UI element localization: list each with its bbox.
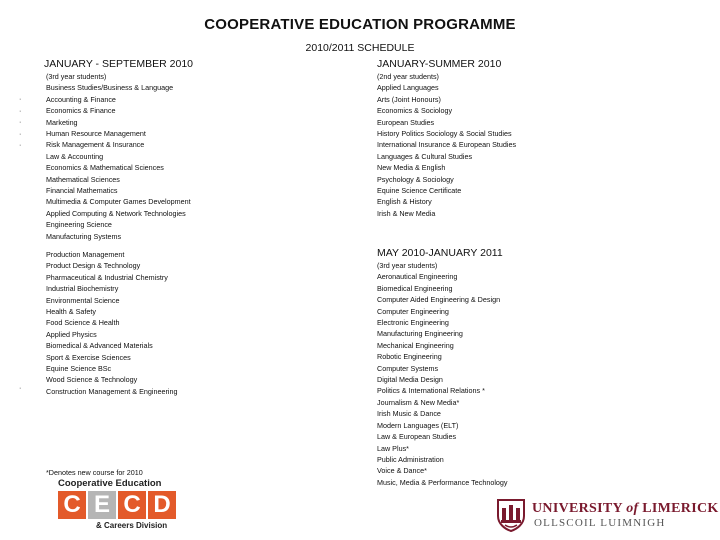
course-item: Mechanical Engineering [377, 340, 454, 350]
course-item: Marketing [46, 117, 78, 127]
course-item: Manufacturing Systems [46, 231, 122, 241]
course-item: European Studies [377, 117, 435, 127]
course-item: Languages & Cultural Studies [377, 151, 473, 161]
course-item: Applied Computing & Network Technologies [46, 208, 186, 218]
university-name-part: LIMERICK [638, 501, 719, 516]
course-item: Biomedical & Advanced Materials [46, 341, 153, 351]
course-item: Equine Science BSc [46, 364, 112, 374]
cecd-logo-top-text: Cooperative Education [58, 478, 162, 489]
course-item: Health & Safety [46, 307, 96, 317]
cecd-logo-bottom-text: & Careers Division [96, 521, 168, 530]
course-item: Computer Aided Engineering & Design [377, 295, 501, 305]
crest-icon [496, 498, 526, 532]
course-item: Electronic Engineering [377, 318, 449, 328]
right-course-list-2 [377, 260, 508, 488]
course-item: Politics & International Relations * [377, 386, 485, 396]
course-item: Law Plus* [377, 443, 409, 453]
bullet-marker: · [19, 108, 22, 115]
cecd-letters [58, 491, 178, 519]
course-item: Applied Languages [377, 83, 439, 93]
footnote: *Denotes new course for 2010 [46, 468, 143, 477]
course-item: Equine Science Certificate [377, 186, 462, 196]
course-item: International Insurance & European Studies [377, 140, 517, 150]
cecd-logo [52, 478, 182, 533]
course-item: Economics & Sociology [377, 106, 453, 116]
course-item: Applied Physics [46, 329, 97, 339]
course-item: Economics & Finance [46, 106, 116, 116]
course-item: Voice & Dance* [377, 466, 427, 476]
course-item: Multimedia & Computer Games Development [46, 197, 191, 207]
course-item: Irish Music & Dance [377, 409, 441, 419]
course-item: Food Science & Health [46, 318, 120, 328]
cecd-letter: C [58, 491, 86, 519]
left-course-list-a [46, 71, 191, 242]
course-item: Financial Mathematics [46, 186, 118, 196]
left-course-list-b [46, 249, 177, 397]
course-item: Public Administration [377, 454, 444, 464]
right-heading-2: MAY 2010-JANUARY 2011 [377, 247, 503, 259]
course-item: Biomedical Engineering [377, 283, 453, 293]
course-item: Arts (Joint Honours) [377, 94, 441, 104]
course-item: Digital Media Design [377, 375, 443, 385]
university-name [532, 501, 719, 517]
bullet-marker: · [19, 119, 22, 126]
course-item: New Media & English [377, 163, 446, 173]
course-item: Sport & Exercise Sciences [46, 352, 131, 362]
course-item: Law & Accounting [46, 151, 104, 161]
course-item: Risk Management & Insurance [46, 140, 145, 150]
right-heading-1: JANUARY-SUMMER 2010 [377, 58, 502, 70]
course-item: Manufacturing Engineering [377, 329, 463, 339]
course-item: (3rd year students) [377, 261, 438, 270]
course-item: Journalism & New Media* [377, 397, 460, 407]
course-item: Human Resource Management [46, 129, 146, 139]
course-item: Engineering Science [46, 220, 112, 230]
course-item: Production Management [46, 250, 125, 259]
course-item: Law & European Studies [377, 432, 457, 442]
course-item: Accounting & Finance [46, 94, 116, 104]
course-item: History Politics Sociology & Social Studies [377, 129, 512, 139]
course-item: Business Studies/Business & Language [46, 83, 174, 93]
university-name-part: UNIVERSITY [532, 501, 627, 516]
course-item: (3rd year students) [46, 72, 107, 81]
schedule-subtitle: 2010/2011 SCHEDULE [305, 42, 415, 54]
course-item: Construction Management & Engineering [46, 386, 178, 396]
course-item: Wood Science & Technology [46, 375, 138, 385]
course-item: Computer Systems [377, 363, 439, 373]
university-logo [496, 498, 719, 532]
course-item: Modern Languages (ELT) [377, 420, 459, 430]
course-item: Music, Media & Performance Technology [377, 477, 508, 487]
course-item: Environmental Science [46, 295, 120, 305]
university-irish-name: OLLSCOIL LUIMNIGH [534, 517, 666, 529]
cecd-letter: E [88, 491, 116, 519]
course-item: Robotic Engineering [377, 352, 442, 362]
course-item: Aeronautical Engineering [377, 272, 458, 282]
page-title: COOPERATIVE EDUCATION PROGRAMME [204, 16, 516, 33]
course-item: Industrial Biochemistry [46, 284, 119, 294]
cecd-letter: D [148, 491, 176, 519]
course-item: Computer Engineering [377, 306, 449, 316]
bullet-marker: · [19, 131, 22, 138]
university-name-of: of [626, 501, 639, 516]
course-item: Product Design & Technology [46, 261, 141, 271]
left-heading: JANUARY - SEPTEMBER 2010 [44, 58, 193, 70]
bullet-marker: · [19, 96, 22, 103]
right-course-list-1 [377, 71, 516, 219]
course-item: (2nd year students) [377, 72, 439, 81]
course-item: Mathematical Sciences [46, 174, 120, 184]
course-item: Economics & Mathematical Sciences [46, 163, 164, 173]
cecd-letter: C [118, 491, 146, 519]
course-item: Pharmaceutical & Industrial Chemistry [46, 272, 168, 282]
course-item: Psychology & Sociology [377, 174, 454, 184]
course-item: Irish & New Media [377, 208, 436, 218]
bullet-marker: · [19, 142, 22, 149]
course-item: English & History [377, 197, 432, 207]
bullet-marker: · [19, 385, 22, 392]
